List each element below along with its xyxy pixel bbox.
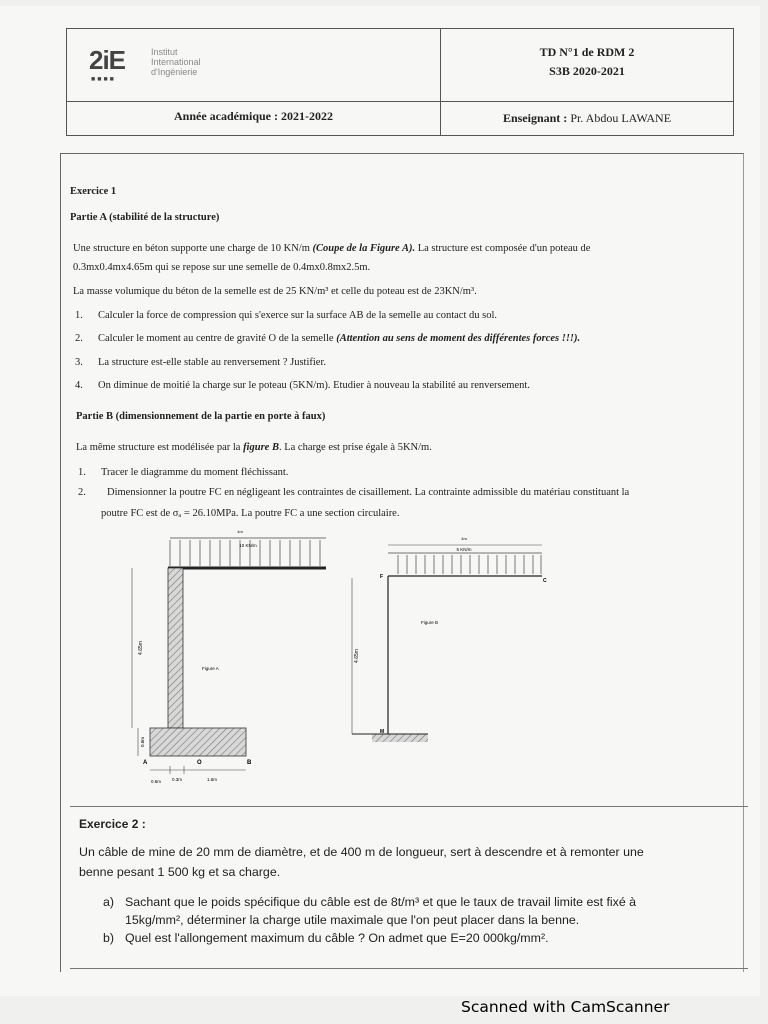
exercise-2-title: Exercice 2 : [79, 817, 146, 831]
question-label: b) [103, 931, 115, 945]
text: La structure est composée d'un poteau de [415, 243, 591, 254]
paragraph: benne pesant 1 500 kg et sa charge. [79, 865, 281, 879]
span-label: 4m [237, 529, 243, 534]
logo-mark: 2iE [89, 45, 126, 75]
figure-b [352, 536, 547, 742]
logo-line: d'Ingénierie [151, 67, 198, 77]
text: . La charge est prise égale à 5KN/m. [278, 442, 432, 453]
semester: S3B 2020-2021 [549, 64, 625, 78]
text: La même structure est modélisée par la [76, 442, 244, 453]
question-number: 4. [75, 380, 83, 391]
figure-b-label: Figure B [421, 620, 439, 625]
question: Tracer le diagramme du moment fléchissant. [101, 467, 289, 478]
height-label: 4.65m [354, 649, 360, 663]
academic-year: Année académique : 2021-2022 [174, 109, 333, 123]
exercise-1-title: Exercice 1 [70, 186, 117, 197]
question: poutre FC est de σₐ = 26.10MPa. La poutre FC a une section circulaire. [101, 508, 400, 519]
paragraph: Un câble de mine de 20 mm de diamètre, et de 400 m de longueur, sert à descendre et à remonter une [79, 845, 644, 859]
footing [150, 728, 246, 756]
point-m: M [380, 729, 385, 735]
point-o: O [197, 760, 202, 766]
part-a-title: Partie A (stabilité de la structure) [70, 212, 220, 223]
td-title: TD N°1 de RDM 2 [539, 45, 635, 59]
point-c: C [543, 578, 547, 584]
emphasis: (Attention au sens de moment des différentes forces !!!). [336, 333, 581, 344]
logo-line: Institut [151, 47, 178, 57]
ground-support [372, 734, 428, 742]
separator [70, 968, 748, 969]
emphasis: (Coupe de la Figure A). [312, 243, 416, 254]
part-b-title: Partie B (dimensionnement de la partie en porte à faux) [76, 411, 326, 422]
load-label: 5 KN/m [456, 547, 472, 552]
camscanner-watermark: Scanned with CamScanner [461, 998, 670, 1016]
teacher-label: Enseignant : [502, 111, 568, 125]
dim-label: 0.6m [151, 779, 162, 784]
footing-height-label: 0.8m [140, 736, 145, 748]
figure-a-label: Figure A [202, 666, 219, 671]
dim-label: 1.6m [207, 777, 218, 782]
emphasis: figure B [243, 442, 279, 453]
question: Quel est l'allongement maximum du câble ? On admet que E=20 000kg/mm². [125, 931, 549, 945]
question-number: 1. [75, 310, 83, 321]
logo-squares: ■■■■ [91, 75, 116, 83]
height-label: 4.65m [138, 641, 144, 655]
load-label: 10 KN/m [239, 543, 257, 548]
point-b: B [247, 760, 252, 766]
point-a: A [143, 760, 148, 766]
question-number: 2. [78, 487, 86, 498]
separator [70, 806, 748, 807]
point-f: F [380, 574, 384, 580]
question-number: 2. [75, 333, 83, 344]
question: La structure est-elle stable au renversement ? Justifier. [98, 357, 326, 368]
dim-label: 0.3m [172, 777, 183, 782]
question: Sachant que le poids spécifique du câble est de 8t/m³ et que le taux de travail limite est fixé à [125, 895, 637, 909]
load-arrows [398, 555, 541, 574]
paragraph: La masse volumique du béton de la semelle est de 25 KN/m³ et celle du poteau est de 23KN/m³. [73, 286, 477, 297]
teacher-name: Pr. Abdou LAWANE [567, 111, 672, 125]
question-number: 3. [75, 357, 83, 368]
question: 15kg/mm², déterminer la charge utile maximale que l'on peut placer dans la benne. [125, 913, 580, 927]
figure-a [132, 529, 326, 784]
text: Calculer le moment au centre de gravité O de la semelle [98, 333, 337, 344]
paragraph: 0.3mx0.4mx4.65m qui se repose sur une semelle de 0.4mx0.8mx2.5m. [73, 262, 371, 273]
question: On diminue de moitié la charge sur le poteau (5KN/m). Etudier à nouveau la stabilité au renversement. [98, 380, 530, 391]
question: Calculer la force de compression qui s'exerce sur la surface AB de la semelle au contact du sol. [98, 310, 497, 321]
question: Dimensionner la poutre FC en négligeant les contraintes de cisaillement. La contrainte admissible du matériau constituant la [107, 487, 630, 498]
text: Une structure en béton supporte une charge de 10 KN/m [73, 243, 313, 254]
span-label: 4m [461, 536, 467, 541]
question-label: a) [103, 895, 115, 909]
question-number: 1. [78, 467, 86, 478]
logo-line: International [151, 57, 201, 67]
column [168, 568, 183, 728]
